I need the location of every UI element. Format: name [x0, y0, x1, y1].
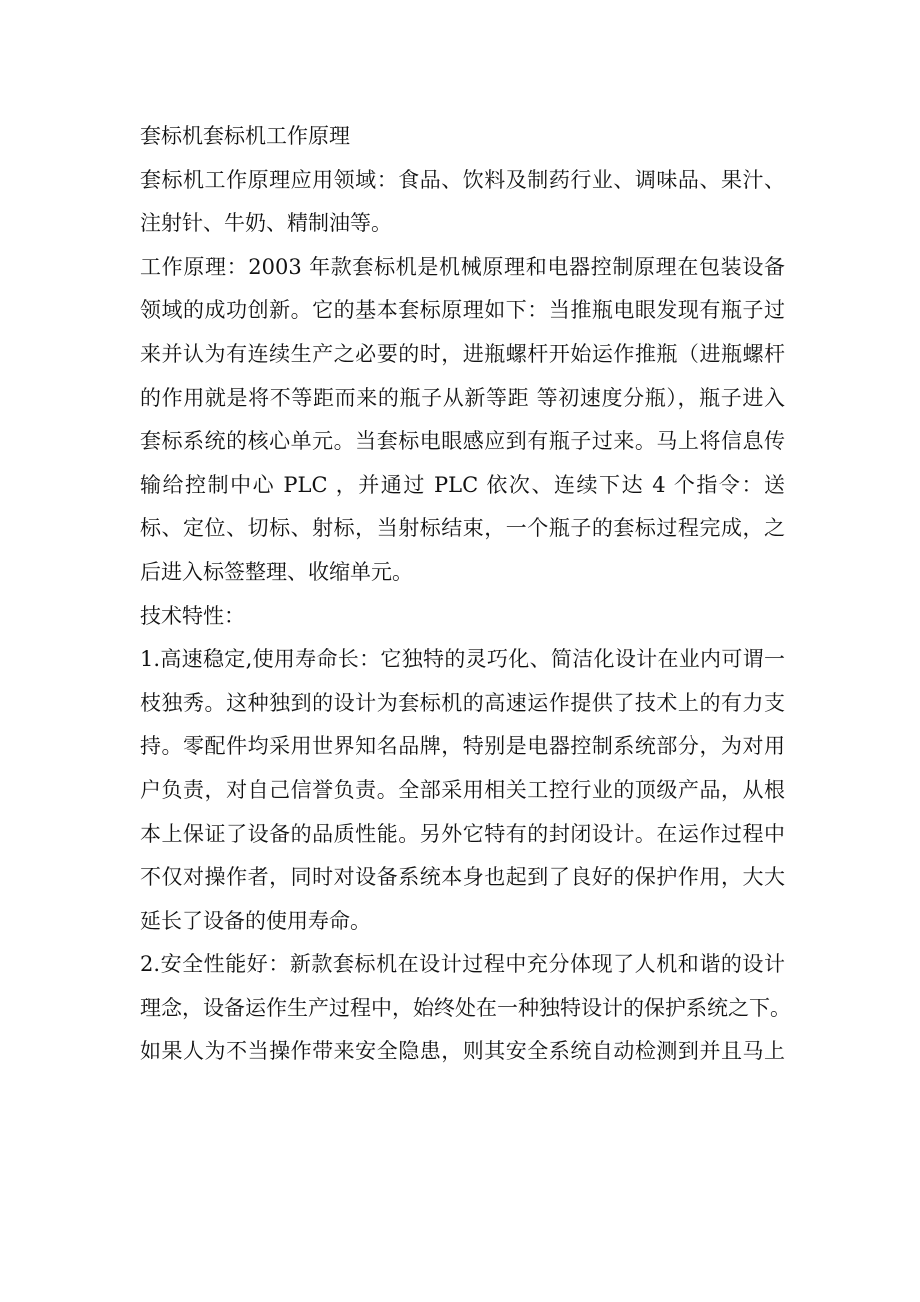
text-line: 户负责，对自己信誉负责。全部采用相关工控行业的顶级产品，从根 — [140, 777, 785, 802]
text-line: 持。零配件均采用世界知名品牌，特别是电器控制系统部分，为对用 — [140, 734, 785, 759]
section-heading: 技术特性： — [140, 603, 245, 628]
text-line: 工作原理：2003 年款套标机是机械原理和电器控制原理在包装设备 — [140, 254, 785, 279]
text-line: 不仅对操作者，同时对设备系统本身也起到了良好的保护作用，大大 — [140, 865, 785, 890]
text-line: 来并认为有连续生产之必要的时，进瓶螺杆开始运作推瓶（进瓶螺杆 — [140, 341, 785, 366]
text-line: 套标机工作原理应用领域：食品、饮料及制药行业、调味品、果汁、 — [140, 167, 785, 192]
text-line: 标、定位、切标、射标，当射标结束，一个瓶子的套标过程完成，之 — [140, 516, 785, 541]
text-line: 输给控制中心 PLC ，并通过 PLC 依次、连续下达 4 个指令：送 — [140, 472, 785, 497]
text-line: 理念，设备运作生产过程中，始终处在一种独特设计的保护系统之下。 — [140, 995, 791, 1020]
text-line: 套标系统的核心单元。当套标电眼感应到有瓶子过来。马上将信息传 — [140, 429, 785, 454]
document-title: 套标机套标机工作原理 — [140, 124, 350, 148]
text-line: 枝独秀。这种独到的设计为套标机的高速运作提供了技术上的有力支 — [140, 690, 785, 715]
text-line: 1.高速稳定,使用寿命长：它独特的灵巧化、简洁化设计在业内可谓一 — [140, 647, 785, 672]
text-line: 的作用就是将不等距而来的瓶子从新等距 等初速度分瓶），瓶子进入 — [140, 385, 785, 410]
text-line: 后进入标签整理、收缩单元。 — [140, 559, 413, 584]
text-line: 注射针、牛奶、精制油等。 — [140, 211, 392, 236]
text-line: 领域的成功创新。它的基本套标原理如下：当推瓶电眼发现有瓶子过 — [140, 298, 785, 323]
text-line: 延长了设备的使用寿命。 — [140, 908, 371, 933]
document-body — [140, 115, 791, 1074]
text-line: 2.安全性能好：新款套标机在设计过程中充分体现了人机和谐的设计 — [140, 952, 785, 977]
text-line: 本上保证了设备的品质性能。另外它特有的封闭设计。在运作过程中 — [140, 821, 785, 846]
text-line: 如果人为不当操作带来安全隐患，则其安全系统自动检测到并且马上 — [140, 1039, 785, 1064]
